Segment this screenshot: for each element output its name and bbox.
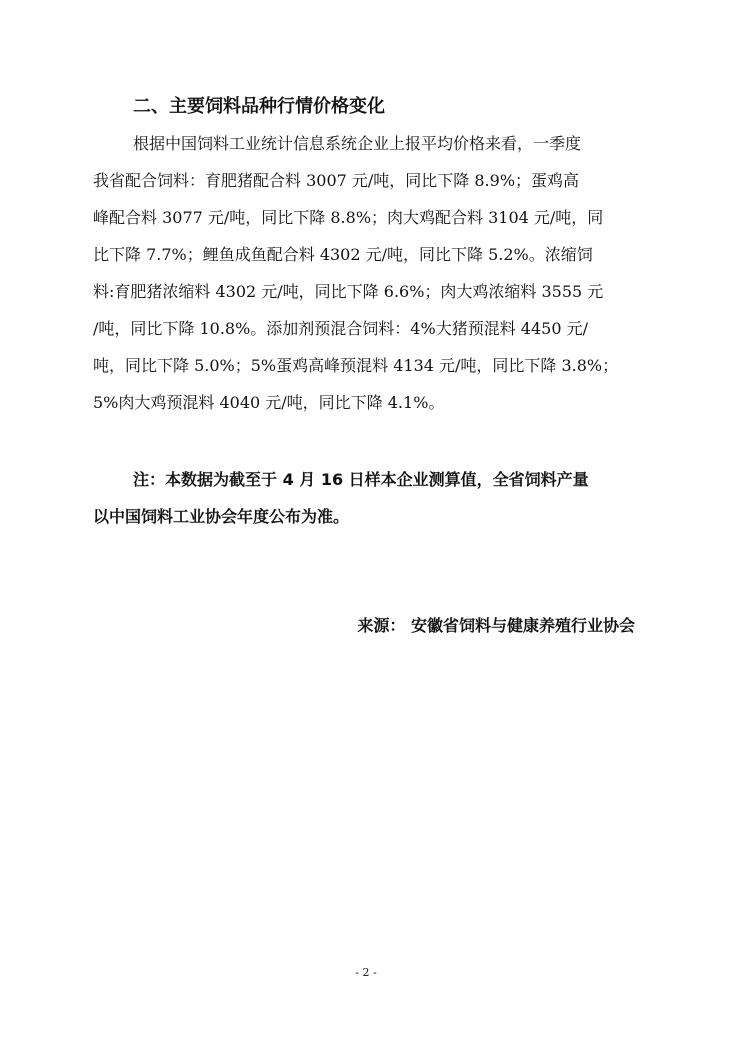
- paragraph-line: /吨，同比下降 10.8%。添加剂预混合饲料：4%大猪预混料 4450 元/: [93, 319, 588, 338]
- paragraph-line: 5%肉大鸡预混料 4040 元/吨，同比下降 4.1%。: [93, 393, 445, 412]
- note-line: 注：本数据为截至于 4 月 16 日样本企业测算值，全省饲料产量: [133, 470, 589, 489]
- paragraph-line: 料:育肥猪浓缩料 4302 元/吨，同比下降 6.6%；肉大鸡浓缩料 3555 元: [93, 282, 604, 301]
- page-number: - 2 -: [355, 966, 377, 979]
- paragraph-line: 峰配合料 3077 元/吨，同比下降 8.8%；肉大鸡配合料 3104 元/吨，同: [93, 208, 604, 227]
- paragraph-line: 吨，同比下降 5.0%；5%蛋鸡高峰预混料 4134 元/吨，同比下降 3.8%；: [93, 356, 619, 375]
- source-attribution: 来源： 安徽省饲料与健康养殖行业协会: [357, 616, 635, 635]
- paragraph-line: 根据中国饲料工业统计信息系统企业上报平均价格来看，一季度: [133, 134, 582, 153]
- paragraph-line: 我省配合饲料：育肥猪配合料 3007 元/吨，同比下降 8.9%；蛋鸡高: [93, 171, 580, 190]
- note-line: 以中国饲料工业协会年度公布为准。: [93, 507, 350, 526]
- section-heading: 二、主要饲料品种行情价格变化: [133, 96, 385, 117]
- paragraph-line: 比下降 7.7%；鲤鱼成鱼配合料 4302 元/吨，同比下降 5.2%。浓缩饲: [93, 245, 593, 264]
